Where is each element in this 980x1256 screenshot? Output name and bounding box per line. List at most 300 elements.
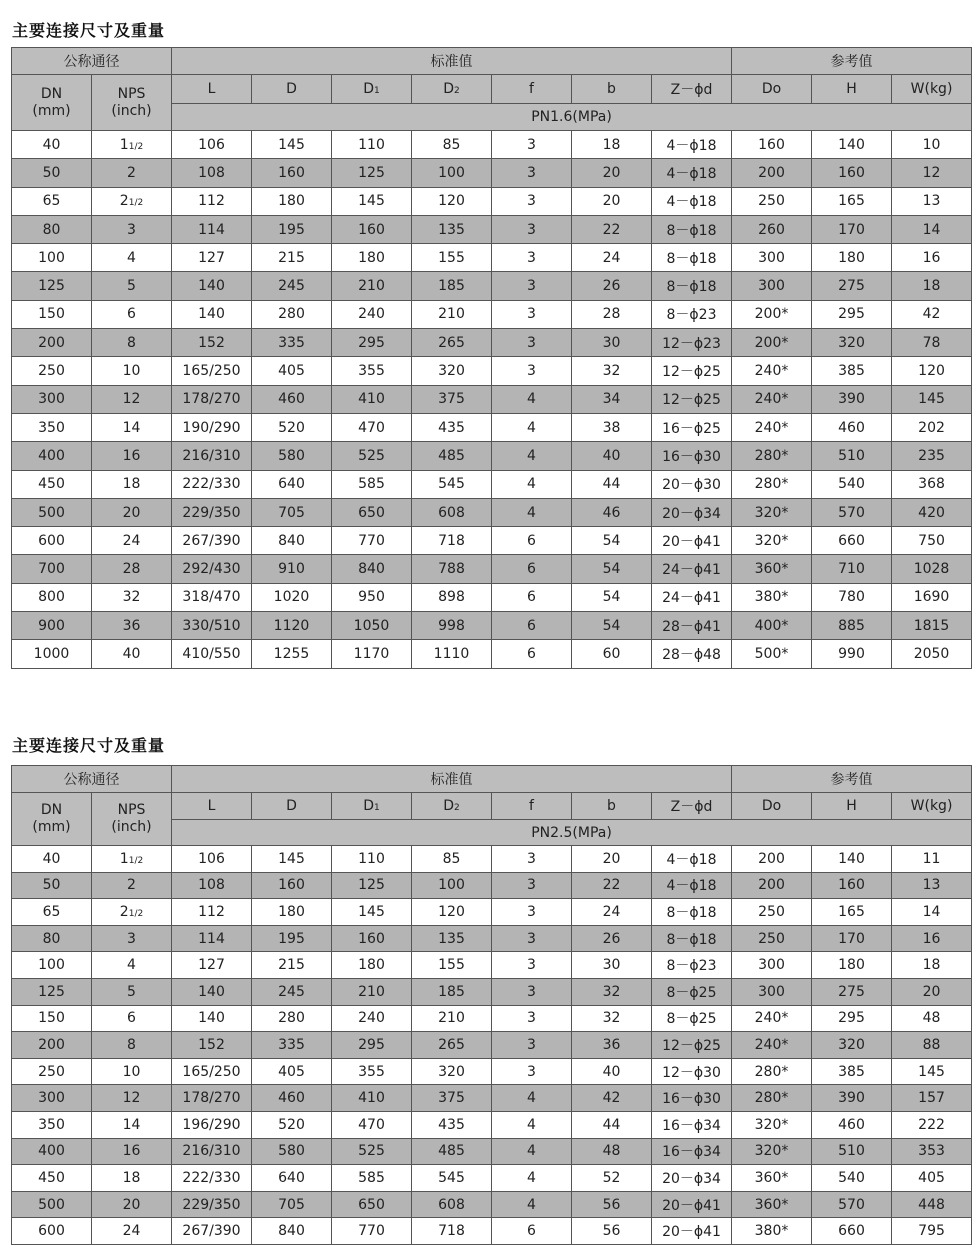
weight-cell: 120 [892, 357, 972, 385]
f-cell: 3 [492, 925, 572, 952]
table-row [12, 925, 972, 952]
nps-cell: 16 [92, 1138, 172, 1165]
header-b: b [572, 75, 652, 104]
spec-table-pn16 [11, 47, 972, 669]
f-cell: 3 [492, 899, 572, 926]
nps-cell: 40 [92, 640, 172, 668]
d1-cell: 525 [332, 1138, 412, 1165]
bolt-holes-cell: 12－ϕ25 [652, 385, 732, 413]
d-cell: 705 [252, 1191, 332, 1218]
f-cell: 4 [492, 498, 572, 526]
weight-cell: 368 [892, 470, 972, 498]
dn-cell: 125 [12, 272, 92, 300]
do-cell: 360* [732, 1165, 812, 1192]
table-row [12, 244, 972, 272]
bolt-holes-cell: 8－ϕ18 [652, 215, 732, 243]
d1-cell: 145 [332, 899, 412, 926]
f-cell: 4 [492, 1111, 572, 1138]
dn-cell: 150 [12, 300, 92, 328]
nps-cell: 10 [92, 1058, 172, 1085]
b-cell: 36 [572, 1032, 652, 1059]
bolt-holes-cell: 24－ϕ41 [652, 583, 732, 611]
bolt-holes-cell: 20－ϕ41 [652, 527, 732, 555]
header-nps: NPS (inch) [92, 75, 172, 131]
dn-cell: 250 [12, 1058, 92, 1085]
d-cell: 215 [252, 952, 332, 979]
do-cell: 260 [732, 215, 812, 243]
bolt-holes-cell: 8－ϕ23 [652, 300, 732, 328]
header-dn: DN (mm) [12, 793, 92, 846]
h-cell: 885 [812, 612, 892, 640]
weight-cell: 448 [892, 1191, 972, 1218]
d1-cell: 295 [332, 329, 412, 357]
b-cell: 30 [572, 329, 652, 357]
l-cell: 222/330 [172, 1165, 252, 1192]
b-cell: 60 [572, 640, 652, 668]
header-d: D [252, 75, 332, 104]
b-cell: 30 [572, 952, 652, 979]
d2-cell: 210 [412, 1005, 492, 1032]
h-cell: 460 [812, 413, 892, 441]
do-cell: 200 [732, 846, 812, 873]
weight-cell: 10 [892, 131, 972, 159]
h-cell: 180 [812, 244, 892, 272]
h-cell: 710 [812, 555, 892, 583]
d-cell: 245 [252, 272, 332, 300]
d-cell: 215 [252, 244, 332, 272]
d-cell: 1120 [252, 612, 332, 640]
f-cell: 4 [492, 385, 572, 413]
d1-cell: 355 [332, 357, 412, 385]
table-row [12, 612, 972, 640]
do-cell: 280* [732, 1085, 812, 1112]
d-cell: 910 [252, 555, 332, 583]
weight-cell: 795 [892, 1218, 972, 1245]
table-row [12, 498, 972, 526]
nps-cell: 24 [92, 527, 172, 555]
weight-cell: 420 [892, 498, 972, 526]
f-cell: 3 [492, 978, 572, 1005]
dn-cell: 450 [12, 1165, 92, 1192]
d-cell: 280 [252, 1005, 332, 1032]
do-cell: 240* [732, 385, 812, 413]
bolt-holes-cell: 20－ϕ41 [652, 1218, 732, 1245]
f-cell: 3 [492, 1058, 572, 1085]
h-cell: 140 [812, 131, 892, 159]
bolt-holes-cell: 28－ϕ48 [652, 640, 732, 668]
d1-cell: 240 [332, 300, 412, 328]
d1-cell: 525 [332, 442, 412, 470]
d1-cell: 210 [332, 272, 412, 300]
d1-cell: 160 [332, 925, 412, 952]
b-cell: 46 [572, 498, 652, 526]
bolt-holes-cell: 16－ϕ34 [652, 1111, 732, 1138]
b-cell: 20 [572, 159, 652, 187]
b-cell: 44 [572, 1111, 652, 1138]
d1-cell: 180 [332, 952, 412, 979]
nps-cell: 8 [92, 329, 172, 357]
table-row [12, 385, 972, 413]
table-row [12, 978, 972, 1005]
table-row [12, 272, 972, 300]
bolt-holes-cell: 28－ϕ41 [652, 612, 732, 640]
table-row [12, 413, 972, 441]
b-cell: 26 [572, 272, 652, 300]
h-cell: 570 [812, 498, 892, 526]
d2-cell: 485 [412, 442, 492, 470]
b-cell: 48 [572, 1138, 652, 1165]
d1-cell: 470 [332, 413, 412, 441]
bolt-holes-cell: 4－ϕ18 [652, 159, 732, 187]
b-cell: 24 [572, 244, 652, 272]
weight-cell: 88 [892, 1032, 972, 1059]
d1-cell: 240 [332, 1005, 412, 1032]
h-cell: 320 [812, 1032, 892, 1059]
l-cell: 114 [172, 215, 252, 243]
do-cell: 200* [732, 300, 812, 328]
dn-cell: 125 [12, 978, 92, 1005]
weight-cell: 750 [892, 527, 972, 555]
table-row [12, 1058, 972, 1085]
d2-cell: 100 [412, 159, 492, 187]
d1-cell: 470 [332, 1111, 412, 1138]
l-cell: 127 [172, 244, 252, 272]
d1-cell: 145 [332, 187, 412, 215]
header-reference-values: 参考值 [732, 48, 972, 75]
dn-cell: 200 [12, 329, 92, 357]
d2-cell: 185 [412, 272, 492, 300]
d2-cell: 185 [412, 978, 492, 1005]
f-cell: 3 [492, 1005, 572, 1032]
d-cell: 405 [252, 357, 332, 385]
h-cell: 460 [812, 1111, 892, 1138]
nps-cell: 21/2 [92, 187, 172, 215]
l-cell: 140 [172, 1005, 252, 1032]
d1-cell: 180 [332, 244, 412, 272]
bolt-holes-cell: 8－ϕ25 [652, 978, 732, 1005]
header-z-phi-d: Z－ϕd [652, 75, 732, 104]
nps-cell: 11/2 [92, 846, 172, 873]
bolt-holes-cell: 8－ϕ18 [652, 899, 732, 926]
l-cell: 216/310 [172, 1138, 252, 1165]
do-cell: 250 [732, 187, 812, 215]
d-cell: 1255 [252, 640, 332, 668]
weight-cell: 11 [892, 846, 972, 873]
d2-cell: 155 [412, 952, 492, 979]
dn-cell: 900 [12, 612, 92, 640]
f-cell: 3 [492, 872, 572, 899]
d1-cell: 840 [332, 555, 412, 583]
l-cell: 229/350 [172, 498, 252, 526]
weight-cell: 1028 [892, 555, 972, 583]
b-cell: 44 [572, 470, 652, 498]
nps-cell: 28 [92, 555, 172, 583]
d1-cell: 650 [332, 498, 412, 526]
weight-cell: 145 [892, 385, 972, 413]
h-cell: 510 [812, 1138, 892, 1165]
d-cell: 145 [252, 846, 332, 873]
do-cell: 200 [732, 159, 812, 187]
dn-cell: 65 [12, 187, 92, 215]
d2-cell: 100 [412, 872, 492, 899]
weight-cell: 13 [892, 187, 972, 215]
d2-cell: 898 [412, 583, 492, 611]
l-cell: 112 [172, 187, 252, 215]
d1-cell: 295 [332, 1032, 412, 1059]
header-nominal-diameter: 公称通径 [12, 48, 172, 75]
d2-cell: 120 [412, 899, 492, 926]
nps-cell: 3 [92, 925, 172, 952]
d-cell: 580 [252, 442, 332, 470]
bolt-holes-cell: 8－ϕ18 [652, 272, 732, 300]
f-cell: 4 [492, 1165, 572, 1192]
nps-cell: 5 [92, 978, 172, 1005]
d2-cell: 375 [412, 385, 492, 413]
d1-cell: 125 [332, 872, 412, 899]
l-cell: 229/350 [172, 1191, 252, 1218]
do-cell: 360* [732, 555, 812, 583]
do-cell: 300 [732, 978, 812, 1005]
table-row [12, 1138, 972, 1165]
header-dn: DN (mm) [12, 75, 92, 131]
weight-cell: 14 [892, 899, 972, 926]
d2-cell: 608 [412, 498, 492, 526]
l-cell: 222/330 [172, 470, 252, 498]
d2-cell: 788 [412, 555, 492, 583]
h-cell: 990 [812, 640, 892, 668]
d-cell: 195 [252, 925, 332, 952]
h-cell: 180 [812, 952, 892, 979]
header-l: L [172, 793, 252, 820]
f-cell: 6 [492, 1218, 572, 1245]
header-weight: W(kg) [892, 793, 972, 820]
nps-cell: 32 [92, 583, 172, 611]
dn-cell: 500 [12, 498, 92, 526]
l-cell: 267/390 [172, 527, 252, 555]
nps-cell: 14 [92, 1111, 172, 1138]
h-cell: 295 [812, 1005, 892, 1032]
nps-cell: 6 [92, 1005, 172, 1032]
dn-cell: 40 [12, 131, 92, 159]
header-d1: D1 [332, 75, 412, 104]
l-cell: 140 [172, 300, 252, 328]
dn-cell: 500 [12, 1191, 92, 1218]
d2-cell: 718 [412, 1218, 492, 1245]
weight-cell: 78 [892, 329, 972, 357]
table-row [12, 300, 972, 328]
table-row [12, 583, 972, 611]
d1-cell: 585 [332, 1165, 412, 1192]
h-cell: 320 [812, 329, 892, 357]
f-cell: 3 [492, 244, 572, 272]
h-cell: 660 [812, 1218, 892, 1245]
weight-cell: 157 [892, 1085, 972, 1112]
bolt-holes-cell: 4－ϕ18 [652, 187, 732, 215]
d-cell: 160 [252, 872, 332, 899]
f-cell: 4 [492, 413, 572, 441]
d2-cell: 120 [412, 187, 492, 215]
b-cell: 18 [572, 131, 652, 159]
dn-cell: 800 [12, 583, 92, 611]
d2-cell: 545 [412, 1165, 492, 1192]
d2-cell: 608 [412, 1191, 492, 1218]
do-cell: 300 [732, 952, 812, 979]
h-cell: 170 [812, 925, 892, 952]
f-cell: 3 [492, 131, 572, 159]
bolt-holes-cell: 12－ϕ25 [652, 357, 732, 385]
l-cell: 178/270 [172, 1085, 252, 1112]
table-row [12, 442, 972, 470]
table-row [12, 1032, 972, 1059]
dn-cell: 1000 [12, 640, 92, 668]
section-title-1: 主要连接尺寸及重量 [12, 21, 166, 40]
nps-cell: 12 [92, 385, 172, 413]
dn-cell: 400 [12, 1138, 92, 1165]
b-cell: 40 [572, 1058, 652, 1085]
d-cell: 195 [252, 215, 332, 243]
dn-cell: 350 [12, 1111, 92, 1138]
bolt-holes-cell: 20－ϕ34 [652, 498, 732, 526]
nps-cell: 2 [92, 159, 172, 187]
d2-cell: 718 [412, 527, 492, 555]
d2-cell: 265 [412, 329, 492, 357]
table-row [12, 329, 972, 357]
l-cell: 152 [172, 329, 252, 357]
h-cell: 540 [812, 470, 892, 498]
bolt-holes-cell: 20－ϕ30 [652, 470, 732, 498]
weight-cell: 405 [892, 1165, 972, 1192]
d1-cell: 1170 [332, 640, 412, 668]
d2-cell: 320 [412, 1058, 492, 1085]
f-cell: 4 [492, 442, 572, 470]
bolt-holes-cell: 24－ϕ41 [652, 555, 732, 583]
l-cell: 190/290 [172, 413, 252, 441]
d1-cell: 770 [332, 527, 412, 555]
b-cell: 54 [572, 583, 652, 611]
do-cell: 300 [732, 272, 812, 300]
dn-cell: 250 [12, 357, 92, 385]
table-row [12, 640, 972, 668]
nps-cell: 14 [92, 413, 172, 441]
h-cell: 385 [812, 1058, 892, 1085]
table-row [12, 952, 972, 979]
table-row [12, 846, 972, 873]
d2-cell: 375 [412, 1085, 492, 1112]
d1-cell: 410 [332, 385, 412, 413]
do-cell: 240* [732, 1032, 812, 1059]
spec-table-pn25 [11, 765, 972, 1245]
weight-cell: 20 [892, 978, 972, 1005]
b-cell: 34 [572, 385, 652, 413]
b-cell: 22 [572, 215, 652, 243]
h-cell: 390 [812, 1085, 892, 1112]
do-cell: 200 [732, 872, 812, 899]
l-cell: 178/270 [172, 385, 252, 413]
d-cell: 280 [252, 300, 332, 328]
do-cell: 320* [732, 1111, 812, 1138]
bolt-holes-cell: 20－ϕ41 [652, 1191, 732, 1218]
header-reference-values: 参考值 [732, 766, 972, 793]
header-d2: D2 [412, 75, 492, 104]
f-cell: 3 [492, 846, 572, 873]
table-row [12, 1005, 972, 1032]
dn-cell: 80 [12, 215, 92, 243]
weight-cell: 1690 [892, 583, 972, 611]
header-d: D [252, 793, 332, 820]
bolt-holes-cell: 4－ϕ18 [652, 131, 732, 159]
b-cell: 24 [572, 899, 652, 926]
d-cell: 460 [252, 1085, 332, 1112]
table-row [12, 1165, 972, 1192]
do-cell: 380* [732, 1218, 812, 1245]
weight-cell: 14 [892, 215, 972, 243]
d-cell: 335 [252, 329, 332, 357]
d1-cell: 210 [332, 978, 412, 1005]
d1-cell: 160 [332, 215, 412, 243]
b-cell: 52 [572, 1165, 652, 1192]
l-cell: 140 [172, 272, 252, 300]
l-cell: 106 [172, 131, 252, 159]
nps-cell: 36 [92, 612, 172, 640]
bolt-holes-cell: 8－ϕ25 [652, 1005, 732, 1032]
b-cell: 54 [572, 612, 652, 640]
d1-cell: 110 [332, 846, 412, 873]
d1-cell: 950 [332, 583, 412, 611]
l-cell: 108 [172, 159, 252, 187]
h-cell: 275 [812, 978, 892, 1005]
d2-cell: 1110 [412, 640, 492, 668]
h-cell: 160 [812, 159, 892, 187]
do-cell: 240* [732, 357, 812, 385]
table-row [12, 899, 972, 926]
f-cell: 3 [492, 329, 572, 357]
d1-cell: 355 [332, 1058, 412, 1085]
header-d2: D2 [412, 793, 492, 820]
header-nominal-diameter: 公称通径 [12, 766, 172, 793]
h-cell: 140 [812, 846, 892, 873]
b-cell: 32 [572, 978, 652, 1005]
table-row [12, 1085, 972, 1112]
do-cell: 320* [732, 1138, 812, 1165]
d-cell: 840 [252, 527, 332, 555]
weight-cell: 48 [892, 1005, 972, 1032]
nps-cell: 6 [92, 300, 172, 328]
d2-cell: 155 [412, 244, 492, 272]
l-cell: 410/550 [172, 640, 252, 668]
bolt-holes-cell: 16－ϕ34 [652, 1138, 732, 1165]
dn-cell: 80 [12, 925, 92, 952]
do-cell: 280* [732, 442, 812, 470]
f-cell: 3 [492, 357, 572, 385]
dn-cell: 300 [12, 385, 92, 413]
weight-cell: 16 [892, 925, 972, 952]
nps-cell: 4 [92, 952, 172, 979]
f-cell: 4 [492, 1191, 572, 1218]
b-cell: 20 [572, 187, 652, 215]
f-cell: 3 [492, 187, 572, 215]
l-cell: 292/430 [172, 555, 252, 583]
b-cell: 40 [572, 442, 652, 470]
table-row [12, 131, 972, 159]
table-row [12, 159, 972, 187]
d-cell: 520 [252, 1111, 332, 1138]
f-cell: 6 [492, 612, 572, 640]
l-cell: 140 [172, 978, 252, 1005]
dn-cell: 300 [12, 1085, 92, 1112]
do-cell: 280* [732, 470, 812, 498]
table-row [12, 357, 972, 385]
h-cell: 390 [812, 385, 892, 413]
